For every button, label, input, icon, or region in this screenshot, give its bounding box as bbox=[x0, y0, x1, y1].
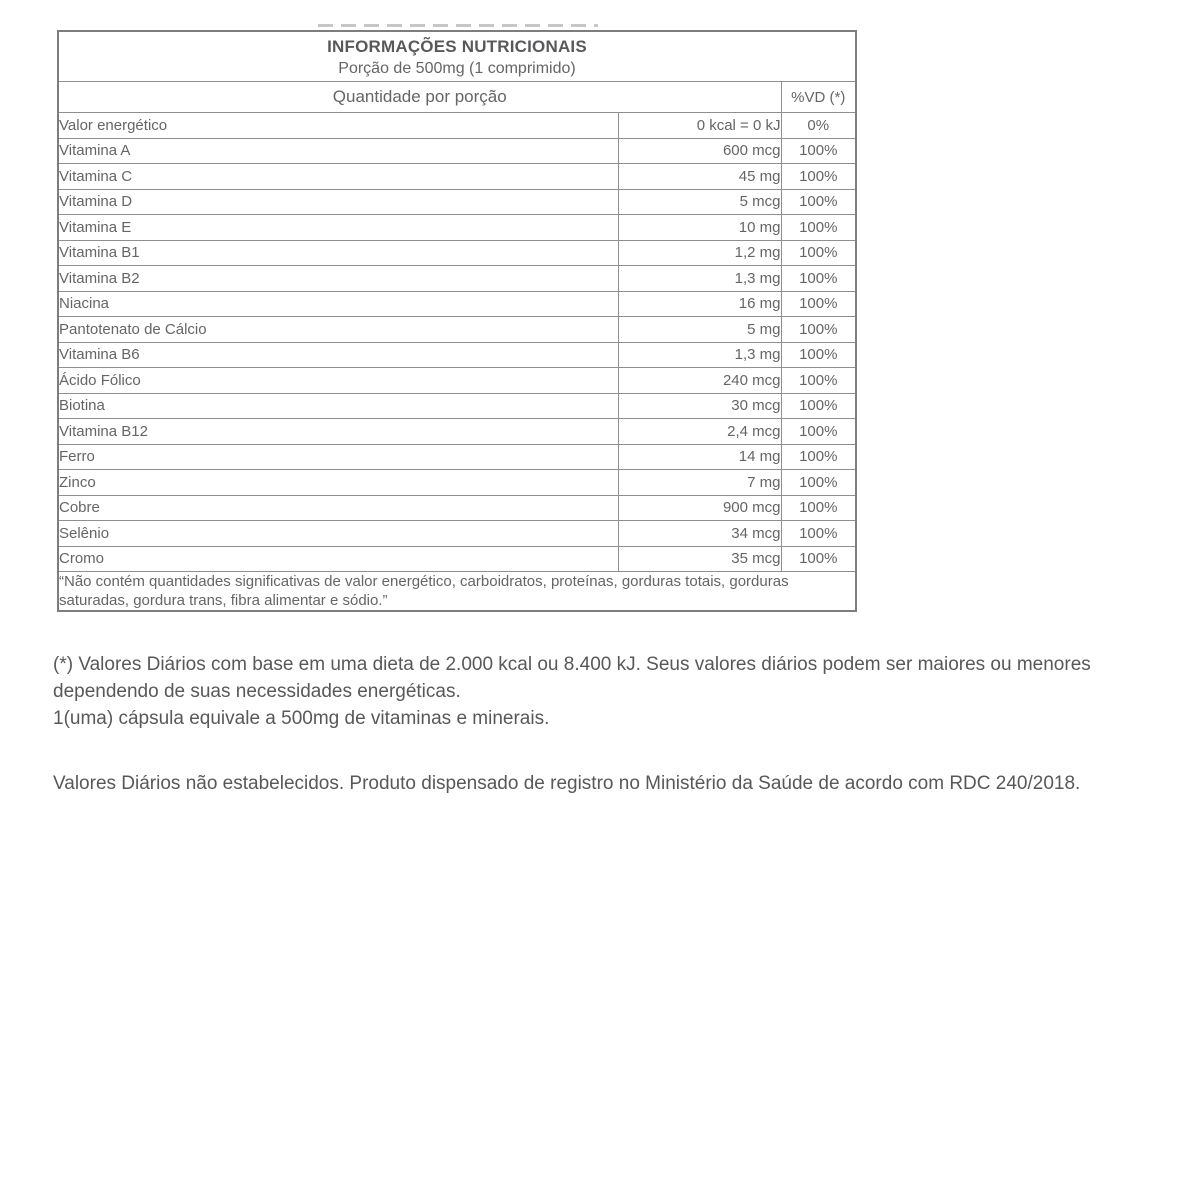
nutrient-name: Valor energético bbox=[58, 113, 618, 139]
nutrient-vd: 0% bbox=[781, 113, 856, 139]
table-row bbox=[58, 470, 856, 496]
table-row bbox=[58, 240, 856, 266]
nutrient-amount: 0 kcal = 0 kJ bbox=[618, 113, 781, 139]
nutrient-vd: 100% bbox=[781, 215, 856, 241]
table-subtitle: Porção de 500mg (1 comprimido) bbox=[338, 59, 576, 77]
nutrient-vd: 100% bbox=[781, 470, 856, 496]
table-row bbox=[58, 317, 856, 343]
nutrient-name: Cromo bbox=[58, 546, 618, 572]
nutrient-vd: 100% bbox=[781, 368, 856, 394]
nutrient-vd: 100% bbox=[781, 317, 856, 343]
nutrient-name: Vitamina B2 bbox=[58, 266, 618, 292]
table-row bbox=[58, 521, 856, 547]
nutrient-amount: 45 mg bbox=[618, 164, 781, 190]
nutrient-amount: 5 mcg bbox=[618, 189, 781, 215]
nutrient-amount: 1,2 mg bbox=[618, 240, 781, 266]
table-header-row bbox=[58, 82, 856, 113]
table-row bbox=[58, 291, 856, 317]
nutrient-name: Zinco bbox=[58, 470, 618, 496]
nutrient-name: Vitamina E bbox=[58, 215, 618, 241]
nutrient-vd: 100% bbox=[781, 393, 856, 419]
table-row bbox=[58, 215, 856, 241]
table-footnote-row bbox=[58, 572, 856, 612]
table-title-cell bbox=[58, 31, 856, 82]
table-row bbox=[58, 266, 856, 292]
table-row bbox=[58, 546, 856, 572]
nutrient-vd: 100% bbox=[781, 546, 856, 572]
nutrient-vd: 100% bbox=[781, 495, 856, 521]
nutrient-name: Vitamina D bbox=[58, 189, 618, 215]
nutrient-name: Vitamina A bbox=[58, 138, 618, 164]
nutrient-amount: 2,4 mcg bbox=[618, 419, 781, 445]
table-title-row bbox=[58, 31, 856, 82]
nutrient-amount: 600 mcg bbox=[618, 138, 781, 164]
table-row bbox=[58, 368, 856, 394]
notes-block bbox=[53, 651, 1188, 732]
nutrient-name: Vitamina B12 bbox=[58, 419, 618, 445]
nutrient-amount: 240 mcg bbox=[618, 368, 781, 394]
nutrient-vd: 100% bbox=[781, 138, 856, 164]
daily-values-note-line1: (*) Valores Diários com base em uma dieta de 2.000 kcal ou 8.400 kJ. Seus valores diários podem ser maiores ou menores bbox=[53, 654, 1091, 675]
nutrient-amount: 10 mg bbox=[618, 215, 781, 241]
nutrient-amount: 30 mcg bbox=[618, 393, 781, 419]
table-row bbox=[58, 495, 856, 521]
nutrient-name: Vitamina B6 bbox=[58, 342, 618, 368]
table-row bbox=[58, 342, 856, 368]
daily-values-note-line2: dependendo de suas necessidades energéticas. bbox=[53, 681, 461, 702]
nutrient-amount: 5 mg bbox=[618, 317, 781, 343]
nutrient-amount: 900 mcg bbox=[618, 495, 781, 521]
nutrition-table bbox=[57, 30, 857, 612]
nutrient-name: Vitamina C bbox=[58, 164, 618, 190]
table-row bbox=[58, 189, 856, 215]
table-row bbox=[58, 113, 856, 139]
nutrient-vd: 100% bbox=[781, 164, 856, 190]
nutrient-name: Vitamina B1 bbox=[58, 240, 618, 266]
nutrient-vd: 100% bbox=[781, 266, 856, 292]
nutrient-amount: 7 mg bbox=[618, 470, 781, 496]
nutrient-vd: 100% bbox=[781, 240, 856, 266]
nutrient-amount: 1,3 mg bbox=[618, 342, 781, 368]
nutrient-name: Ferro bbox=[58, 444, 618, 470]
nutrient-vd: 100% bbox=[781, 189, 856, 215]
cropped-text-remnant bbox=[318, 24, 598, 27]
registry-note: Valores Diários não estabelecidos. Produto dispensado de registro no Ministério da Saúde de acordo com RDC 240/2018. bbox=[53, 773, 1081, 794]
table-row bbox=[58, 138, 856, 164]
column-header-vd: %VD (*) bbox=[781, 82, 856, 113]
nutrient-name: Pantotenato de Cálcio bbox=[58, 317, 618, 343]
table-row bbox=[58, 444, 856, 470]
nutrient-name: Selênio bbox=[58, 521, 618, 547]
table-row bbox=[58, 393, 856, 419]
nutrient-vd: 100% bbox=[781, 419, 856, 445]
column-header-quantity: Quantidade por porção bbox=[58, 82, 781, 113]
nutrient-amount: 34 mcg bbox=[618, 521, 781, 547]
nutrient-name: Niacina bbox=[58, 291, 618, 317]
table-title: INFORMAÇÕES NUTRICIONAIS bbox=[327, 36, 587, 56]
nutrient-name: Ácido Fólico bbox=[58, 368, 618, 394]
nutrient-vd: 100% bbox=[781, 291, 856, 317]
nutrient-amount: 14 mg bbox=[618, 444, 781, 470]
nutrient-amount: 35 mcg bbox=[618, 546, 781, 572]
capsule-equivalence-note: 1(uma) cápsula equivale a 500mg de vitaminas e minerais. bbox=[53, 708, 550, 729]
nutrient-name: Cobre bbox=[58, 495, 618, 521]
table-row bbox=[58, 164, 856, 190]
table-row bbox=[58, 419, 856, 445]
nutrient-vd: 100% bbox=[781, 342, 856, 368]
nutrient-amount: 16 mg bbox=[618, 291, 781, 317]
nutrient-vd: 100% bbox=[781, 521, 856, 547]
table-footnote: “Não contém quantidades significativas de valor energético, carboidratos, proteínas, gorduras totais, gorduras saturadas, gordura trans, fibra alimentar e sódio.” bbox=[58, 572, 856, 612]
nutrient-vd: 100% bbox=[781, 444, 856, 470]
nutrient-amount: 1,3 mg bbox=[618, 266, 781, 292]
nutrient-name: Biotina bbox=[58, 393, 618, 419]
